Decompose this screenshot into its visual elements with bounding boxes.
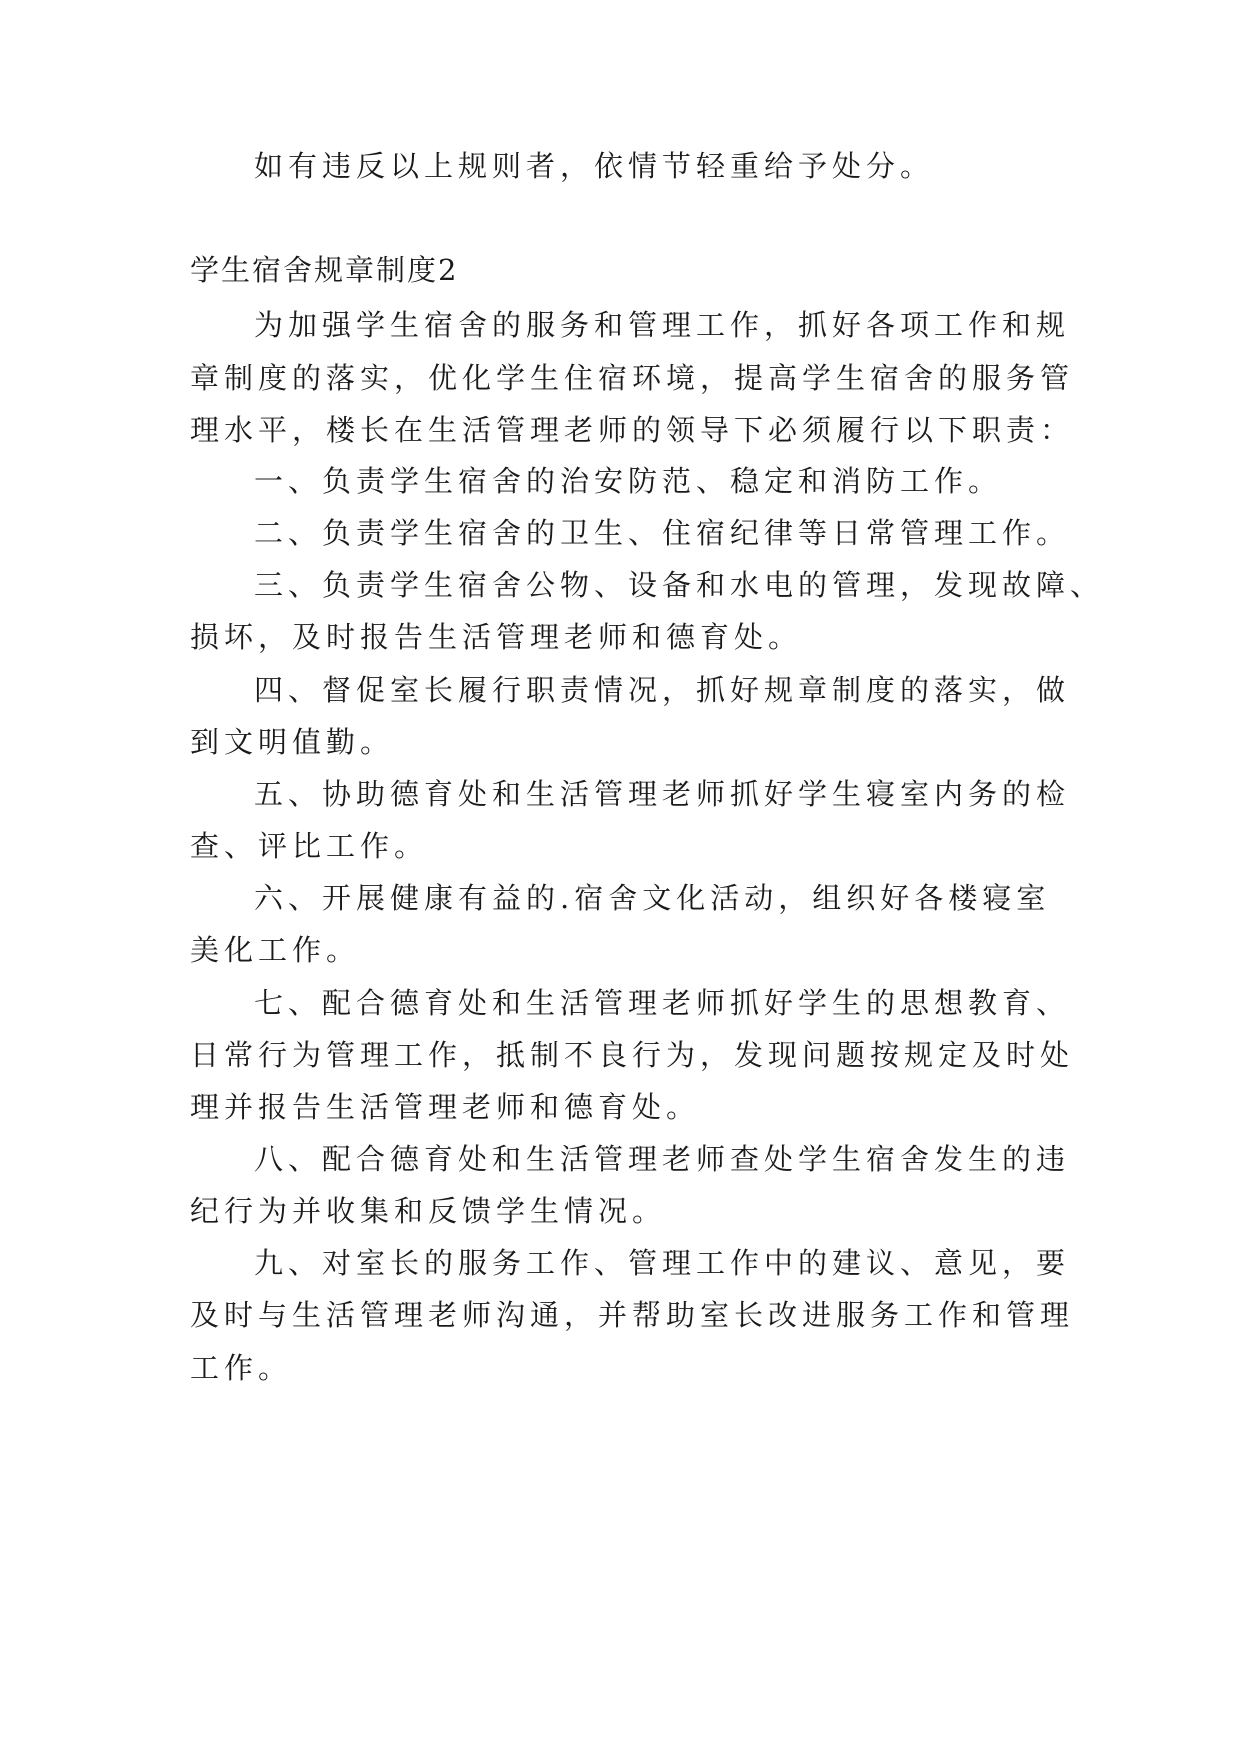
paragraph-line: 理水平，楼长在生活管理老师的领导下必须履行以下职责：: [190, 413, 1075, 447]
paragraph-line: 及时与生活管理老师沟通，并帮助室长改进服务工作和管理: [190, 1298, 1075, 1332]
paragraph-line: 美化工作。: [190, 933, 361, 967]
section-title: 学生宿舍规章制度2: [190, 253, 459, 287]
paragraph-line: 到文明值勤。: [190, 725, 395, 759]
paragraph-line: 四、督促室长履行职责情况，抓好规章制度的落实，做: [254, 673, 1071, 707]
paragraph-line: 章制度的落实，优化学生住宿环境，提高学生宿舍的服务管: [190, 361, 1075, 395]
paragraph-line: 二、负责学生宿舍的卫生、住宿纪律等日常管理工作。: [254, 516, 1071, 550]
paragraph-line: 六、开展健康有益的.宿舍文化活动，组织好各楼寝室: [254, 881, 1051, 915]
paragraph-line: 八、配合德育处和生活管理老师查处学生宿舍发生的违: [254, 1142, 1071, 1176]
paragraph-line: 损坏，及时报告生活管理老师和德育处。: [190, 620, 803, 654]
paragraph-line: 一、负责学生宿舍的治安防范、稳定和消防工作。: [254, 464, 1003, 498]
paragraph-line: 七、配合德育处和生活管理老师抓好学生的思想教育、: [254, 986, 1071, 1020]
paragraph-line: 理并报告生活管理老师和德育处。: [190, 1090, 701, 1124]
paragraph-line: 查、评比工作。: [190, 829, 429, 863]
paragraph-line: 日常行为管理工作，抵制不良行为，发现问题按规定及时处: [190, 1038, 1075, 1072]
paragraph-line: 纪行为并收集和反馈学生情况。: [190, 1194, 667, 1228]
paragraph-line: 九、对室长的服务工作、管理工作中的建议、意见，要: [254, 1246, 1071, 1280]
paragraph-line: 工作。: [190, 1351, 293, 1385]
paragraph-line: 五、协助德育处和生活管理老师抓好学生寝室内务的检: [254, 777, 1071, 811]
closing-line: 如有违反以上规则者，依情节轻重给予处分。: [254, 149, 935, 183]
paragraph-line: 三、负责学生宿舍公物、设备和水电的管理，发现故障、: [254, 568, 1105, 602]
paragraph-line: 为加强学生宿舍的服务和管理工作，抓好各项工作和规: [254, 308, 1071, 342]
